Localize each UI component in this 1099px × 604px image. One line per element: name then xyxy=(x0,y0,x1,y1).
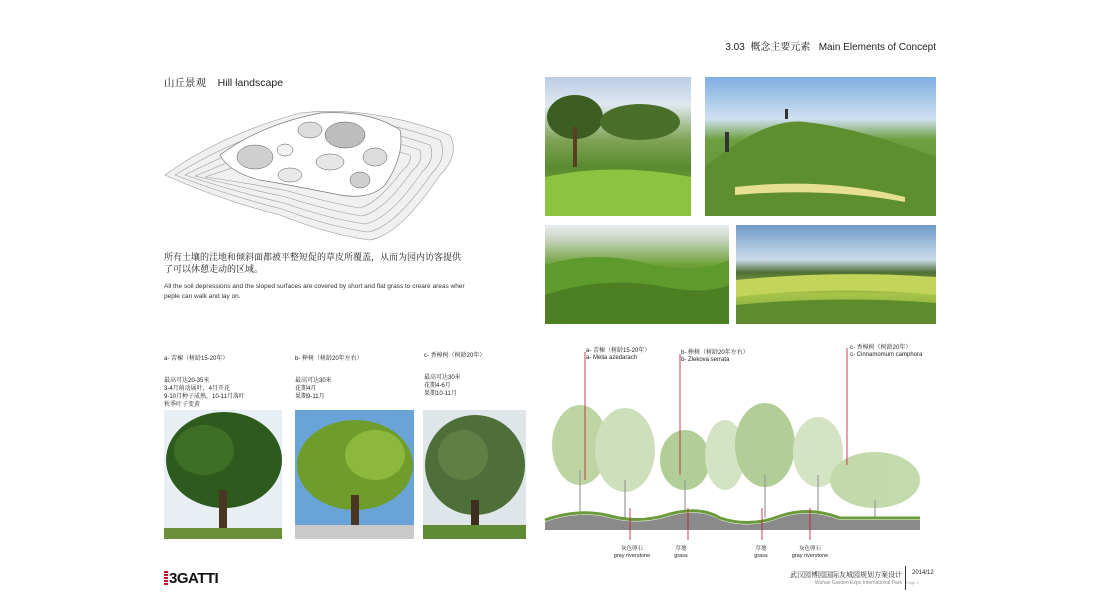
photo-rolling-hills-illustration xyxy=(545,225,729,324)
company-logo xyxy=(164,570,218,587)
tree-b-name: b- 榉树（树龄20年左右） xyxy=(295,356,363,362)
tree-c-detail: 最高可达30米 xyxy=(424,375,461,381)
callout-a-cn: a- 苦楝（树龄15-20年） xyxy=(586,348,651,354)
page-header xyxy=(700,38,936,53)
callout-c-cn: c- 香樟树（树龄20年） xyxy=(850,345,912,351)
callout-c xyxy=(850,345,922,359)
footer-project-en: Wuhan Garden Expo International Park xyxy=(814,580,902,586)
golf-landscape-photo xyxy=(545,77,691,216)
callout-b xyxy=(681,350,749,364)
tree-c-illustration xyxy=(423,410,526,539)
ground-label-grass-1 xyxy=(651,546,711,560)
photo-hill-illustration xyxy=(705,77,936,216)
ground-label-en: grass xyxy=(754,553,768,559)
ground-label-en: gray riverstone xyxy=(613,553,651,559)
tree-b-illustration xyxy=(295,410,414,539)
hill-site-plan-drawing xyxy=(160,105,465,245)
tree-a-detail: 3-4月萌动展叶，4月开花 xyxy=(164,386,231,392)
prairie-landscape-photo xyxy=(736,225,936,324)
tree-a-detail: 9-10月种子成熟，10-11月落叶 xyxy=(164,394,245,400)
header-title-cn: 概念主要元素 xyxy=(750,42,811,53)
ground-label-cn: 草地 xyxy=(675,546,687,552)
callout-a xyxy=(586,348,650,362)
hill-with-people-photo xyxy=(705,77,936,216)
tree-info-c xyxy=(424,352,544,398)
camphor-tree-photo xyxy=(423,410,526,539)
tree-a-detail: 秋季叶子变黄 xyxy=(164,402,201,408)
ground-label-en: grass xyxy=(674,553,688,559)
section-title xyxy=(164,75,283,90)
tree-b-detail: 果期9-11月 xyxy=(295,394,325,400)
description-en: All the soil depressions and the sloped surfaces are covered by short and flat grass to creare areas wher peple can walk and lay on. xyxy=(164,283,465,300)
ground-label-en: gray riverstone xyxy=(791,553,829,559)
tree-a-detail: 最高可达20-35米 xyxy=(164,378,210,384)
ground-label-cn: 灰色卵石 xyxy=(620,546,643,552)
tree-b-detail: 花期4月 xyxy=(295,386,317,392)
tree-a-illustration xyxy=(164,410,282,539)
tree-info-b xyxy=(295,355,415,401)
callout-c-latin: c- Cinnamomum camphora xyxy=(850,352,923,358)
photo-trees-illustration xyxy=(545,77,691,216)
logo-text: 3GATTI xyxy=(169,570,219,587)
zelkova-tree-photo xyxy=(295,410,414,539)
callout-b-cn: b- 榉树（树龄20年左右） xyxy=(681,350,749,356)
ground-label-cn: 灰色卵石 xyxy=(798,546,821,552)
footer-project-cn: 武汉园博园国际友城园规划方案设计 xyxy=(790,572,902,579)
logo-bars-icon xyxy=(164,571,168,585)
tree-info-a xyxy=(164,355,284,409)
footer-page-number: Page 4 xyxy=(906,580,919,585)
tree-b-detail: 最高可达30米 xyxy=(295,378,332,384)
callout-a-latin: a- Melia azedarach xyxy=(586,355,638,361)
rolling-green-hills-photo xyxy=(545,225,729,324)
tree-section-diagram xyxy=(540,340,930,540)
tree-a-name: a- 苦楝（树龄15-20年） xyxy=(164,356,229,362)
photo-prairie-illustration xyxy=(736,225,936,324)
tree-c-name: c- 香樟树（树龄20年） xyxy=(424,353,486,359)
tree-c-detail: 果期10-11月 xyxy=(424,391,457,397)
section-title-en: Hill landscape xyxy=(217,77,284,89)
section-title-cn: 山丘景观 xyxy=(164,77,206,89)
tree-c-detail: 花期4-6月 xyxy=(424,383,451,389)
header-title-en: Main Elements of Concept xyxy=(818,42,936,53)
ground-label-cn: 草地 xyxy=(755,546,767,552)
header-number: 3.03 xyxy=(725,42,745,53)
melia-tree-photo xyxy=(164,410,282,539)
footer-date: 2014/12 xyxy=(912,570,934,576)
description-cn: 所有土壤的洼地和倾斜面都被平整短促的草皮所覆盖，从而为园内访客提供了可以休憩走动的区域。 xyxy=(164,252,462,274)
callout-b-latin: b- Zlekova serrata xyxy=(681,357,730,363)
footer-divider xyxy=(905,566,906,590)
ground-label-riverstone-2 xyxy=(780,546,840,560)
